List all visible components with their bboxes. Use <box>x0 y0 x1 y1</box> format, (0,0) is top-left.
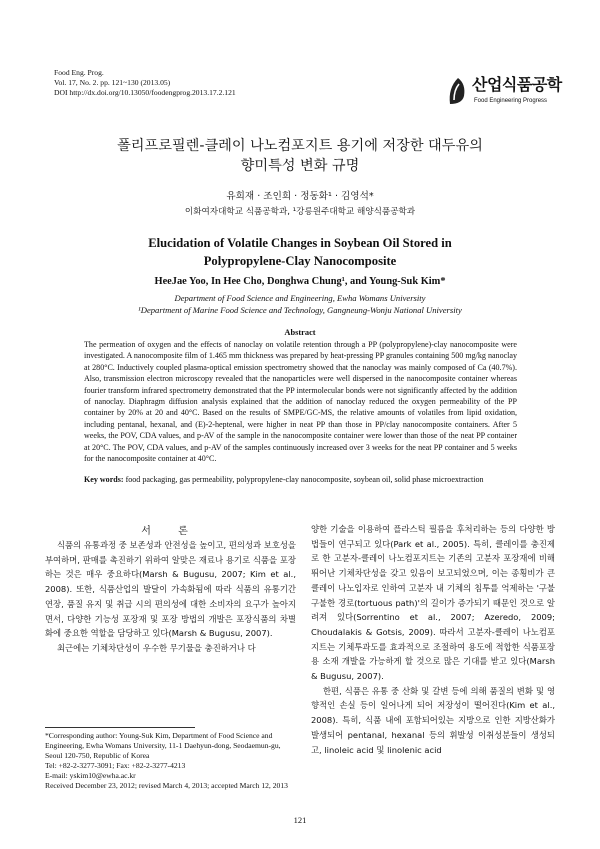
received-dates: Received December 23, 2012; revised March 4, 2013; accepted March 12, 2013 <box>45 781 288 790</box>
keywords-label: Key words: <box>84 475 124 484</box>
korean-title-line2: 향미특성 변화 규명 <box>240 158 360 174</box>
intro-paragraph: 양한 기술을 이용하여 플라스틱 필름을 후처리하는 등의 다양한 방법들이 연구되고 있다(Park et al., 2005). 특히, 클레이를 충진제로 한 고분자-클레이 나노컴포지트는 기존의 고분자 포장재에 비해 뛰어난 기체차단성을 갖고 있음이 보고되었으며, 이는 종횡비가 큰 클레이 나노입자로 인하여 고분자 내 기체의 침투를 억제하는 '구불구불한 경로(tortuous path)'의 길이가 증가되기 때문인 것으로 알려져 있다(Sorrentino et al., 2007; Azeredo, 2009; Choudalakis & Gotsis, 2009). 따라서 고분자-클레이 나노컴포지트는 기체투과도를 효과적으로 조절하여 용도에 적합한 식품포장용 소재 개발을 가능하게 할 것으로 많은 기대를 받고 있다(Marsh & Bugusu, 2007). <box>311 524 555 682</box>
korean-affiliation: 이화여자대학교 식품공학과, ¹강릉원주대학교 해양식품공학과 <box>184 207 416 217</box>
journal-citation <box>54 68 236 98</box>
intro-right-column <box>311 522 555 757</box>
intro-paragraph: 한편, 식품은 유통 중 산화 및 갈변 등에 의해 품질의 변화 및 영향적인 손실 등이 일어나게 되어 저장성이 떨어진다(Kim et al., 2008). 특히, 식품 내에 포함되어있는 지방으로 인한 지방산화가 발생되어 pentanal, hexanal 등의 휘발성 이취성분들이 생성되고, linoleic acid 및 linolenic acid <box>311 685 555 755</box>
journal-doi: DOI http://dx.doi.org/10.13050/foodengprog.2013.17.2.121 <box>54 88 236 97</box>
logo-title: 산업식품공학 <box>472 75 562 94</box>
section-heading-introduction: 서 론 <box>141 526 200 537</box>
keywords <box>84 474 517 485</box>
english-title <box>0 234 600 270</box>
english-affiliation-line1: Department of Food Science and Engineering, Ewha Womans University <box>174 293 426 303</box>
english-authors: HeeJae Yoo, In Hee Cho, Donghwa Chung¹, and Young-Suk Kim* <box>154 276 446 287</box>
intro-left-column <box>45 538 296 656</box>
footnote-divider <box>45 727 195 728</box>
korean-authors: 유희재 · 조인희 · 정동화¹ · 김영석* <box>226 191 374 202</box>
abstract-heading: Abstract <box>284 328 316 337</box>
contact-email: E-mail: yskim10@ewha.ac.kr <box>45 771 136 780</box>
logo-emblem-icon <box>446 74 470 106</box>
footnote <box>45 731 296 791</box>
english-affiliation <box>0 293 600 316</box>
english-title-line2: Polypropylene-Clay Nanocomposite <box>203 254 397 268</box>
journal-logo <box>446 72 562 112</box>
contact-phone: Tel: +82-2-3277-3091; Fax: +82-2-3277-4213 <box>45 761 186 770</box>
corresponding-author: *Corresponding author: Young-Suk Kim, Department of Food Science and Engineering, Ewha Womans University, 11-1 Daehyun-dong, Seodaemun-gu, Seoul 120-750, Republic of Korea <box>45 731 281 760</box>
intro-paragraph: 최근에는 기체차단성이 우수한 무기물을 충진하거나 다 <box>57 642 256 653</box>
journal-volume: Vol. 17, No. 2. pp. 121~130 (2013.05) <box>54 78 171 87</box>
keywords-text: food packaging, gas permeability, polypropylene-clay nanocomposite, soybean oil, solid phase microextraction <box>125 475 484 484</box>
journal-name: Food Eng. Prog. <box>54 68 104 77</box>
english-title-line1: Elucidation of Volatile Changes in Soybean Oil Stored in <box>148 236 452 250</box>
page-number: 121 <box>293 815 307 825</box>
korean-title-line1: 폴리프로필렌-클레이 나노컴포지트 용기에 저장한 대두유의 <box>117 138 483 154</box>
korean-title <box>0 136 600 176</box>
intro-paragraph: 식품의 유통과정 중 보존성과 안전성을 높이고, 편의성과 보호성을 부여하며, 판매를 촉진하기 위하여 알맞은 재료나 용기로 식품을 포장하는 것은 매우 중요하다(Marsh & Bugusu, 2007; Kim et al., 2008). 또한, 식품산업의 발달이 가속화됨에 따라 식품의 유통기간 연장, 품질 유지 및 취급 시의 편의성에 대한 소비자의 요구가 높아지면서, 다양한 기능성 포장재 및 포장 방법의 개발은 포장식품의 차별화에 중요한 역할을 담당하고 있다(Marsh & Bugusu, 2007). <box>45 540 296 639</box>
abstract-body: The permeation of oxygen and the effects of nanoclay on volatile retention through a PP (polypropylene)-clay nanocomposite were investigated. A nanocomposite film of 1.465 mm thickness was prepared by heat-pressing PP granules containing 500 mg/kg nanoclay at 280°C. Inductively coupled plasma-optical emission spectrometry showed that the nanoclay was mainly composed of Ca (40.7%). Also, transmission electron microscopy revealed that the nanoparticles were well dispersed in the nanocomposite container whereas fourier transform infrared spectrometry demonstrated that the PP intermolecular bonds were not significantly affected by the addition of nanoclay. Diaphragm diffusion analysis explained that the addition of nanoclay reduced the oxygen permeability of the PP container by 20% at 20 and 40°C. Based on the results of SMPE/GC-MS, the relative amounts of volatiles from lipid oxidation, including pentanal, hexanal, and (E)-2-heptenal, were higher in neat PP than those in PP/clay nanocomposite containers. After 5 weeks, the POV, CDA values, and p-AV of the sample in the nanocomposite container were lower than those of the neat PP container at 20°C. The POV, CDA values, and p-AV of the samples continuously increased over 3 weeks for the neat PP container and 5 weeks for the nanocomposite container at 40°C. <box>84 340 517 464</box>
logo-subtitle: Food Engineering Progress <box>474 98 548 104</box>
english-affiliation-line2: ¹Department of Marine Food Science and Technology, Gangneung-Wonju National University <box>138 304 462 315</box>
